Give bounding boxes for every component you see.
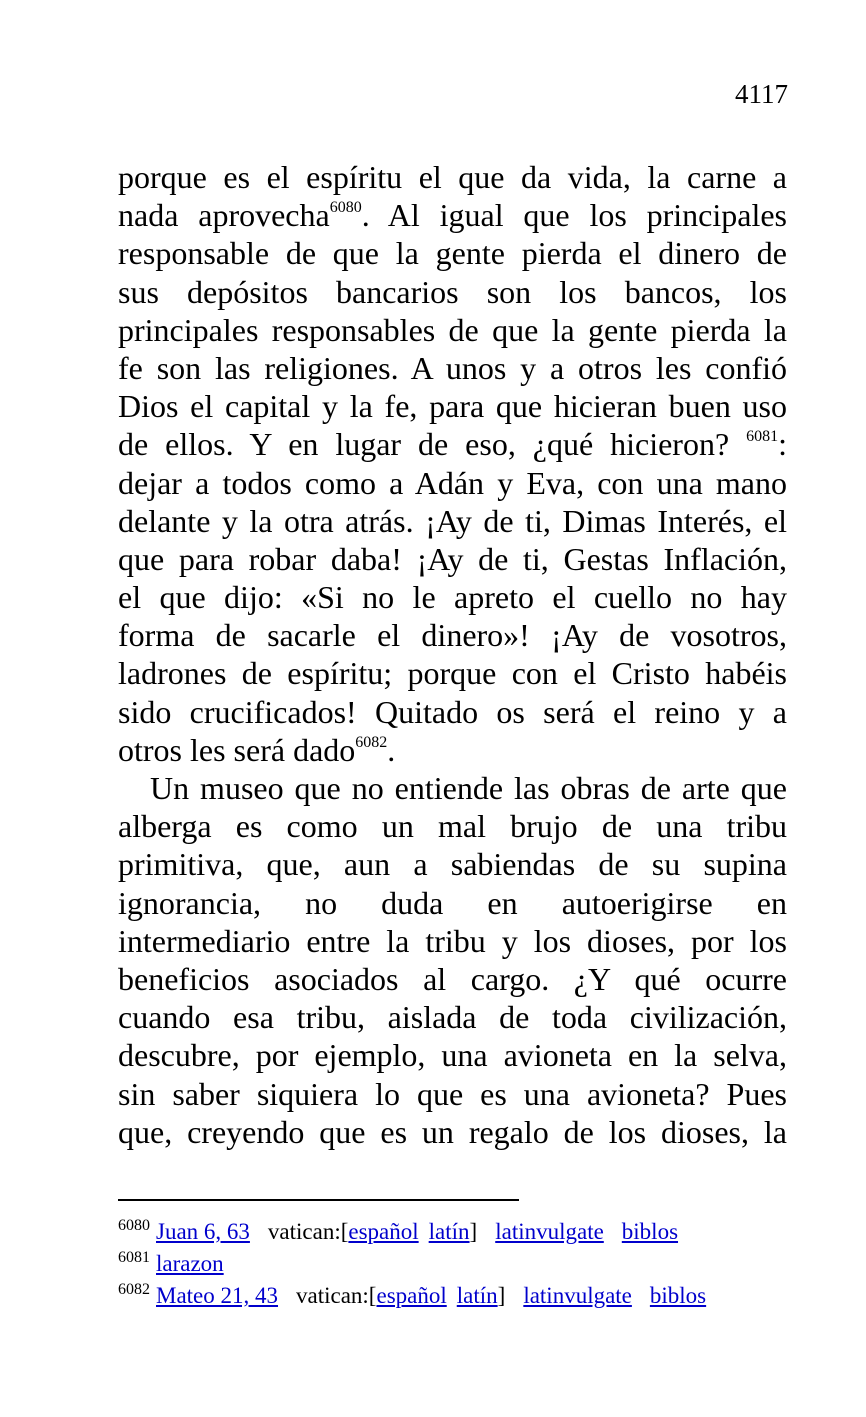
footnote-6081	[118, 1248, 706, 1280]
text-line: de ellos. Y en lugar de eso, ¿qué hicieron? $^{6081}$:	[118, 426, 788, 463]
text-line: el que dijo: «Si no le apreto el cuello no hay	[118, 579, 787, 616]
text-line: delante y la otra atrás. ¡Ay de ti, Dimas Interés, el	[118, 502, 787, 539]
text-line: ignorancia, no duda en autoerigirse en	[118, 884, 787, 921]
vatican-label: vatican:[	[296, 1283, 377, 1308]
text-line: Un museo que no entiende las obras de arte que	[150, 770, 787, 806]
footnote-ref[interactable]: 6082	[355, 733, 388, 751]
footnote-ref[interactable]: 6081	[746, 428, 779, 446]
bracket-close: ]	[469, 1219, 478, 1244]
footnote-divider	[118, 1199, 519, 1201]
footnote-number: 6080	[118, 1217, 150, 1234]
text-line: alberga es como un mal brujo de una tribu	[118, 808, 787, 845]
latinvulgate-link[interactable]: latinvulgate	[495, 1219, 604, 1244]
text-line: sido crucificados! Quitado os será el reino y a	[118, 693, 787, 730]
larazon-link[interactable]: larazon	[156, 1251, 224, 1276]
text-line: otros les será dado$^{6082}$.	[118, 731, 396, 768]
text-line: beneficios asociados al cargo. ¿Y qué ocurre	[118, 960, 787, 997]
text-line: ladrones de espíritu; porque con el Cristo habéis	[118, 655, 787, 692]
biblos-link[interactable]: biblos	[621, 1219, 679, 1244]
citation-link[interactable]: Juan 6, 63	[156, 1219, 250, 1244]
text-line: que, creyendo que es un regalo de los dioses, la	[118, 1113, 787, 1150]
text-line: sus depósitos bancarios son los bancos, los	[118, 273, 787, 310]
text-line: principales responsables de que la gente pierda la	[118, 311, 787, 348]
footnote-ref[interactable]: 6080	[329, 199, 362, 217]
text-line: forma de sacarle el dinero»! ¡Ay de vosotros,	[118, 617, 787, 654]
page-number: 4117	[735, 79, 788, 109]
text-line: que para robar daba! ¡Ay de ti, Gestas Inflación,	[118, 540, 787, 577]
text-line: nada aprovecha$^{6080}$. Al igual que los principales	[118, 197, 787, 234]
text-line: descubre, por ejemplo, una avioneta en la selva,	[118, 1037, 787, 1074]
footnote-6082	[118, 1280, 706, 1312]
espanol-link[interactable]: español	[348, 1219, 419, 1244]
latin-link[interactable]: latín	[456, 1283, 498, 1308]
text-line: primitiva, que, aun a sabiendas de su supina	[118, 846, 787, 883]
text-line: responsable de que la gente pierda el dinero de	[118, 235, 787, 272]
text-line: cuando esa tribu, aislada de toda civilización,	[118, 999, 787, 1036]
footnote-number: 6082	[118, 1281, 150, 1298]
text-line: sin saber siquiera lo que es una avioneta? Pues	[118, 1075, 787, 1112]
latinvulgate-link[interactable]: latinvulgate	[523, 1283, 632, 1308]
citation-link[interactable]: Mateo 21, 43	[156, 1283, 279, 1308]
footnote-number: 6081	[118, 1249, 150, 1266]
text-line: fe son las religiones. A unos y a otros les confió	[118, 349, 787, 386]
bracket-close: ]	[497, 1283, 506, 1308]
footnotes	[118, 1216, 706, 1312]
biblos-link[interactable]: biblos	[649, 1283, 707, 1308]
text-line: Dios el capital y la fe, para que hicieran buen uso	[118, 388, 787, 425]
espanol-link[interactable]: español	[376, 1283, 447, 1308]
text-line: dejar a todos como a Adán y Eva, con una mano	[118, 464, 787, 501]
latin-link[interactable]: latín	[428, 1219, 470, 1244]
vatican-label: vatican:[	[267, 1219, 349, 1244]
text-line: porque es el espíritu el que da vida, la carne a	[118, 159, 787, 195]
body-text	[118, 158, 787, 1151]
text-line: intermediario entre la tribu y los dioses, por los	[118, 922, 787, 959]
footnote-6080	[118, 1216, 706, 1248]
